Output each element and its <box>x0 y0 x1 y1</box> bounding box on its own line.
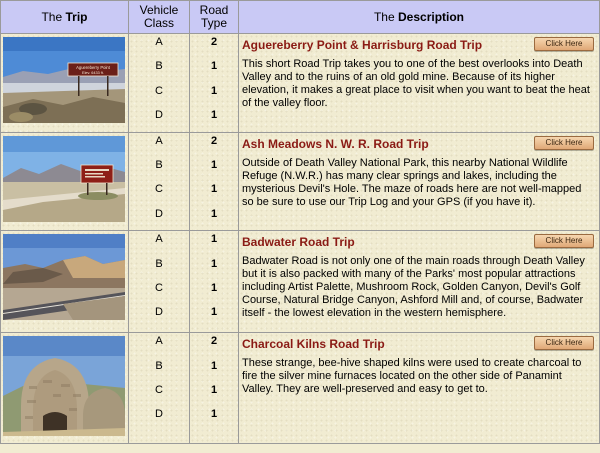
road-type-b: 1 <box>210 257 218 270</box>
trip-title: Charcoal Kilns Road Trip <box>242 337 385 352</box>
svg-text:Elev. 6433 ft.: Elev. 6433 ft. <box>82 71 104 75</box>
vehicle-class-c: C <box>155 84 163 97</box>
road-type-b: 1 <box>210 359 218 372</box>
header-road-type: Road Type <box>190 1 238 33</box>
header-desc-bold: Description <box>398 9 465 24</box>
road-type-b: 1 <box>210 60 218 73</box>
description-cell <box>239 34 599 132</box>
road-type-a: 2 <box>210 335 218 348</box>
trip-description: Badwater Road is not only one of the main roads through Death Valley but it is also packed with many of the Parks' most popular attractions including Artist Palette, Mushroom Rock, Golden Canyon, Devil's Golf Course, Natural Bridge Canyon, Ashford Mill and, of course, Badwater itself - the lowest elevation in the western hemisphere. <box>242 255 585 320</box>
vehicle-class-c: C <box>155 183 163 196</box>
vehicle-class-d: D <box>155 109 163 122</box>
vehicle-class-c: C <box>155 383 163 396</box>
table-row <box>1 34 599 132</box>
svg-text:Aguereberry Point: Aguereberry Point <box>76 65 110 70</box>
road-type-a: 1 <box>210 233 218 246</box>
click-here-button[interactable]: Click Here <box>534 336 594 350</box>
vehicle-class-cell <box>129 34 189 132</box>
header-description <box>239 1 599 33</box>
vehicle-class-b: B <box>155 60 163 73</box>
table-row <box>1 231 599 332</box>
click-here-button[interactable]: Click Here <box>534 136 594 150</box>
table-header-row <box>1 1 599 33</box>
description-cell <box>239 231 599 332</box>
header-trip-bold: Trip <box>65 9 88 24</box>
vehicle-class-d: D <box>155 306 163 319</box>
vehicle-class-c: C <box>155 281 163 294</box>
trip-photo-cell <box>1 34 128 132</box>
road-type-d: 1 <box>210 207 218 220</box>
description-cell <box>239 133 599 231</box>
vehicle-class-a: A <box>155 134 163 147</box>
vehicle-class-cell <box>129 333 189 443</box>
trip-photo-cell <box>1 333 128 443</box>
trip-title: Badwater Road Trip <box>242 235 355 250</box>
table-row <box>1 133 599 231</box>
road-type-b: 1 <box>210 158 218 171</box>
vehicle-class-a: A <box>155 335 163 348</box>
ash-meadows-photo[interactable] <box>3 136 125 222</box>
vehicle-class-b: B <box>155 359 163 372</box>
road-type-cell <box>190 333 238 443</box>
road-type-cell <box>190 34 238 132</box>
badwater-road-photo[interactable] <box>3 234 125 320</box>
road-type-a: 2 <box>210 36 218 48</box>
click-here-button[interactable]: Click Here <box>534 37 594 51</box>
vehicle-class-b: B <box>155 158 163 171</box>
header-desc-pre: The <box>373 9 395 24</box>
vehicle-class-a: A <box>155 36 163 48</box>
trip-title: Ash Meadows N. W. R. Road Trip <box>242 136 429 151</box>
vehicle-class-d: D <box>155 207 163 220</box>
header-trip <box>1 1 128 33</box>
road-type-c: 1 <box>210 281 218 294</box>
click-here-button[interactable]: Click Here <box>534 234 594 248</box>
trip-photo-cell <box>1 231 128 332</box>
vehicle-class-cell <box>129 133 189 231</box>
trip-description: Outside of Death Valley National Park, this nearby National Wildlife Refuge (N.W.R.) has many clear springs and lakes, including the mysterious Devil's Hole. The maze of roads here are not well-mapped so be sure to use our Trip Log and your GPS (if you have it). <box>242 156 582 208</box>
road-type-d: 1 <box>210 408 218 421</box>
road-type-c: 1 <box>210 84 218 97</box>
charcoal-kilns-photo[interactable] <box>3 336 125 436</box>
road-type-d: 1 <box>210 109 218 122</box>
trip-photo-cell <box>1 133 128 231</box>
trip-description: This short Road Trip takes you to one of the best overlooks into Death Valley and to the ruins of an old gold mine. Because of its higher elevation, it makes a great place to visit when you want to beat the heat of the valley floor. <box>242 58 590 109</box>
aguereberry-point-photo[interactable] <box>3 37 125 123</box>
table-row <box>1 333 599 443</box>
vehicle-class-b: B <box>155 257 163 270</box>
header-trip-pre: The <box>41 9 63 24</box>
trip-description: These strange, bee-hive shaped kilns were used to create charcoal to fire the silver mine furnaces located on the other side of Panamint Valley. They are well-preserved and easy to get to. <box>242 357 582 396</box>
header-vehicle-class: Vehicle Class <box>129 1 189 33</box>
vehicle-class-cell <box>129 231 189 332</box>
description-cell <box>239 333 599 443</box>
road-type-cell <box>190 133 238 231</box>
road-type-cell <box>190 231 238 332</box>
road-type-d: 1 <box>210 306 218 319</box>
road-type-c: 1 <box>210 183 218 196</box>
trip-title: Aguereberry Point & Harrisburg Road Trip <box>242 38 483 52</box>
road-type-c: 1 <box>210 383 218 396</box>
road-type-a: 2 <box>210 134 218 147</box>
vehicle-class-d: D <box>155 408 163 421</box>
vehicle-class-a: A <box>155 233 163 246</box>
